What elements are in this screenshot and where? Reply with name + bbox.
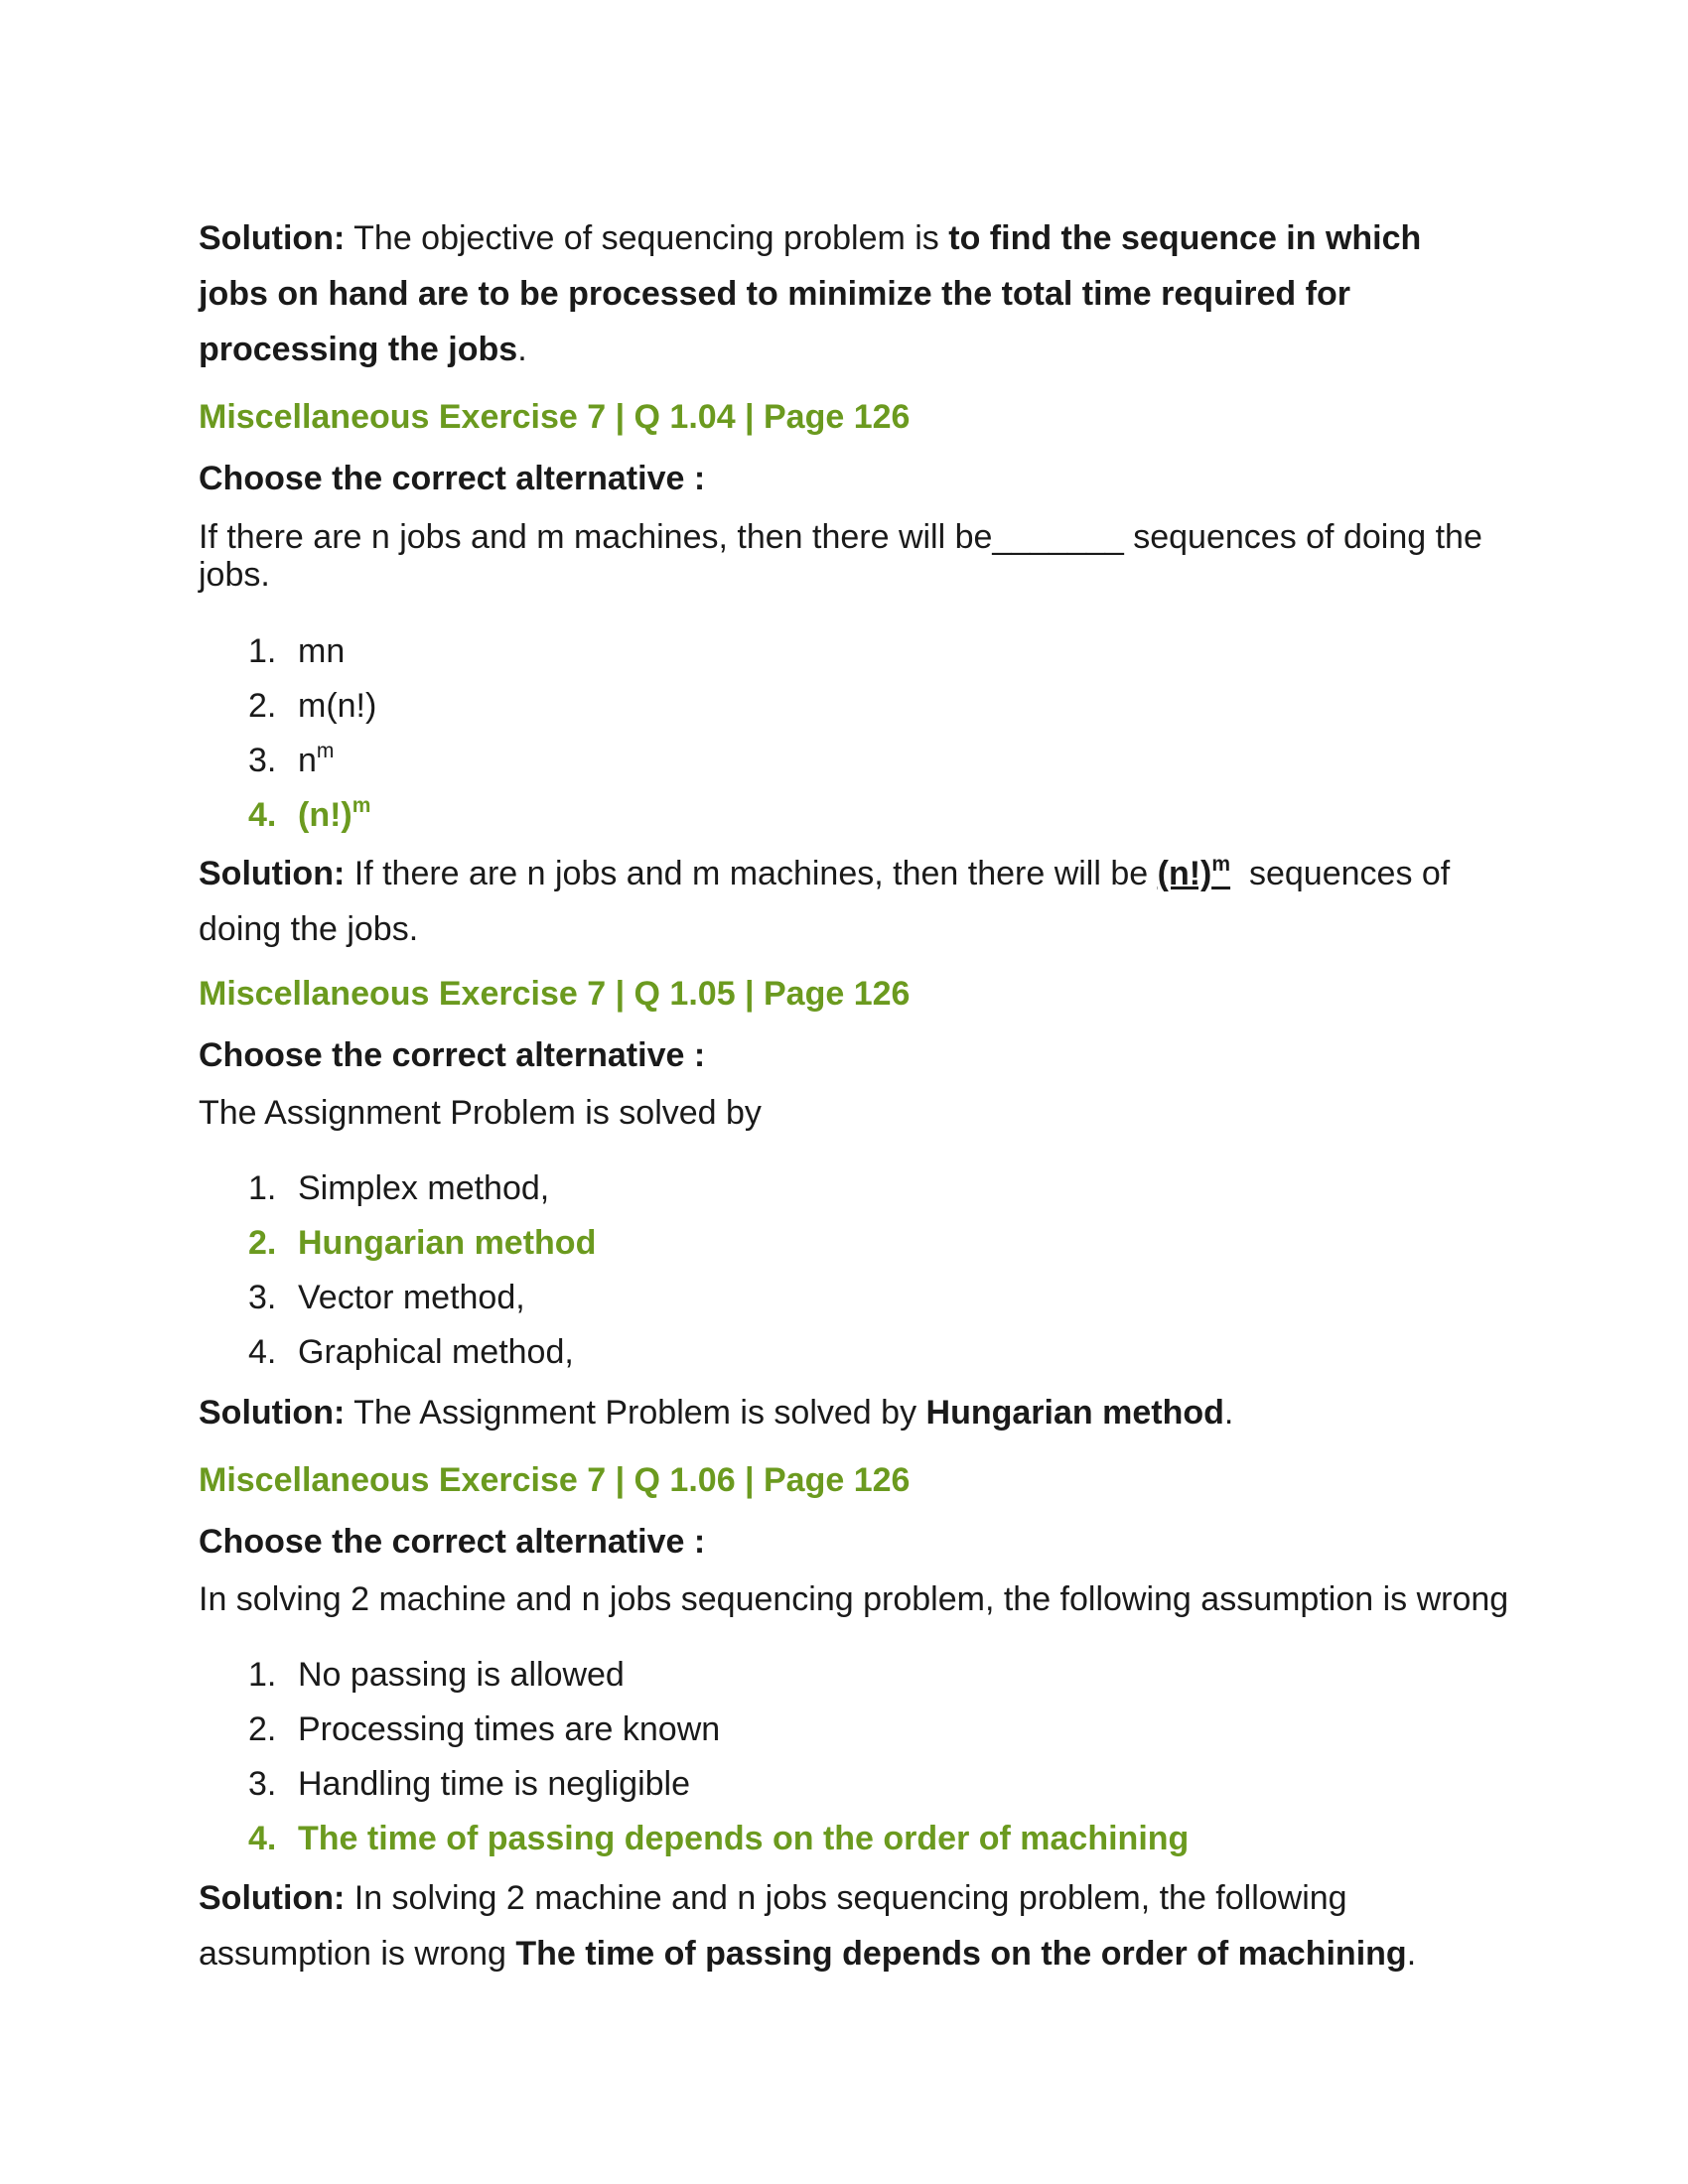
solution-end: . — [1223, 1394, 1234, 1432]
option-text: Processing times are known — [298, 1710, 721, 1748]
option-superscript: m — [316, 740, 335, 762]
q105-option-4 — [248, 1333, 574, 1372]
intro-normal-text: The objective of sequencing problem is — [353, 219, 939, 257]
option-text: mn — [298, 632, 346, 670]
q106-question: In solving 2 machine and n jobs sequencing problem, the following assumption is wrong — [199, 1580, 1509, 1618]
option-number: 4. — [248, 1333, 277, 1371]
q106-option-1 — [248, 1656, 625, 1695]
option-text: Handling time is negligible — [298, 1765, 691, 1803]
q105-solution — [199, 1385, 1489, 1440]
q104-option-4-correct — [248, 796, 370, 835]
option-text: Hungarian method — [298, 1224, 597, 1262]
q106-option-2 — [248, 1710, 720, 1749]
option-number: 3. — [248, 742, 277, 779]
solution-answer — [1158, 855, 1230, 892]
option-text: (n!) — [298, 796, 352, 834]
solution-text: In solving 2 machine and n jobs sequencing problem, the following assumption is wrong — [199, 1879, 1347, 1973]
intro-end: . — [517, 331, 527, 368]
q105-heading: Miscellaneous Exercise 7 | Q 1.05 | Page 126 — [199, 975, 911, 1013]
solution-answer: The time of passing depends on the order of machining — [515, 1935, 1407, 1973]
option-number: 2. — [248, 1224, 277, 1262]
solution-text: The Assignment Problem is solved by — [353, 1394, 917, 1432]
q104-option-1 — [248, 632, 345, 671]
option-number: 3. — [248, 1279, 277, 1316]
option-superscript: m — [352, 794, 371, 817]
option-number: 1. — [248, 1656, 277, 1694]
solution-text: If there are n jobs and m machines, then there will be — [353, 855, 1149, 892]
solution-label: Solution: — [199, 1879, 346, 1917]
q105-option-2-correct — [248, 1224, 596, 1263]
q104-prompt: Choose the correct alternative : — [199, 460, 706, 497]
q104-option-2 — [248, 687, 376, 726]
q105-option-3 — [248, 1279, 525, 1317]
q106-prompt: Choose the correct alternative : — [199, 1523, 706, 1561]
q106-option-3 — [248, 1765, 690, 1804]
option-number: 3. — [248, 1765, 277, 1803]
q105-question: The Assignment Problem is solved by — [199, 1094, 762, 1132]
q104-question: If there are n jobs and m machines, then there will be_______ sequences of doing the jobs. — [199, 518, 1482, 594]
option-text: Simplex method, — [298, 1169, 550, 1207]
solution-end: . — [1406, 1935, 1417, 1973]
option-number: 1. — [248, 632, 277, 670]
option-number: 2. — [248, 687, 277, 725]
intro-solution — [199, 210, 1489, 377]
solution-label: Solution: — [199, 219, 346, 257]
q104-solution — [199, 846, 1489, 957]
q104-option-3 — [248, 742, 334, 780]
option-text: m(n!) — [298, 687, 377, 725]
q104-heading: Miscellaneous Exercise 7 | Q 1.04 | Page 126 — [199, 398, 911, 436]
answer-base: (n!) — [1157, 855, 1212, 892]
q106-option-4-correct — [248, 1820, 1189, 1858]
option-text: The time of passing depends on the order of machining — [298, 1820, 1190, 1857]
option-number: 1. — [248, 1169, 277, 1207]
solution-answer: Hungarian method — [925, 1394, 1224, 1432]
option-number: 2. — [248, 1710, 277, 1748]
option-number: 4. — [248, 1820, 277, 1857]
answer-superscript: m — [1211, 853, 1231, 876]
q105-prompt: Choose the correct alternative : — [199, 1036, 706, 1074]
option-text: Vector method, — [298, 1279, 525, 1316]
option-text: No passing is allowed — [298, 1656, 625, 1694]
intro-bold-text: to find the sequence in which jobs on hand are to be processed to minimize the total time required for processing the jobs — [199, 219, 1422, 368]
solution-label: Solution: — [199, 855, 346, 892]
option-number: 4. — [248, 796, 277, 834]
q106-solution — [199, 1870, 1489, 1981]
solution-text-end: sequences of doing the jobs. — [199, 855, 1451, 948]
solution-label: Solution: — [199, 1394, 346, 1432]
option-text: Graphical method, — [298, 1333, 574, 1371]
q105-option-1 — [248, 1169, 549, 1208]
q106-heading: Miscellaneous Exercise 7 | Q 1.06 | Page 126 — [199, 1461, 911, 1499]
option-text: n — [298, 742, 317, 779]
